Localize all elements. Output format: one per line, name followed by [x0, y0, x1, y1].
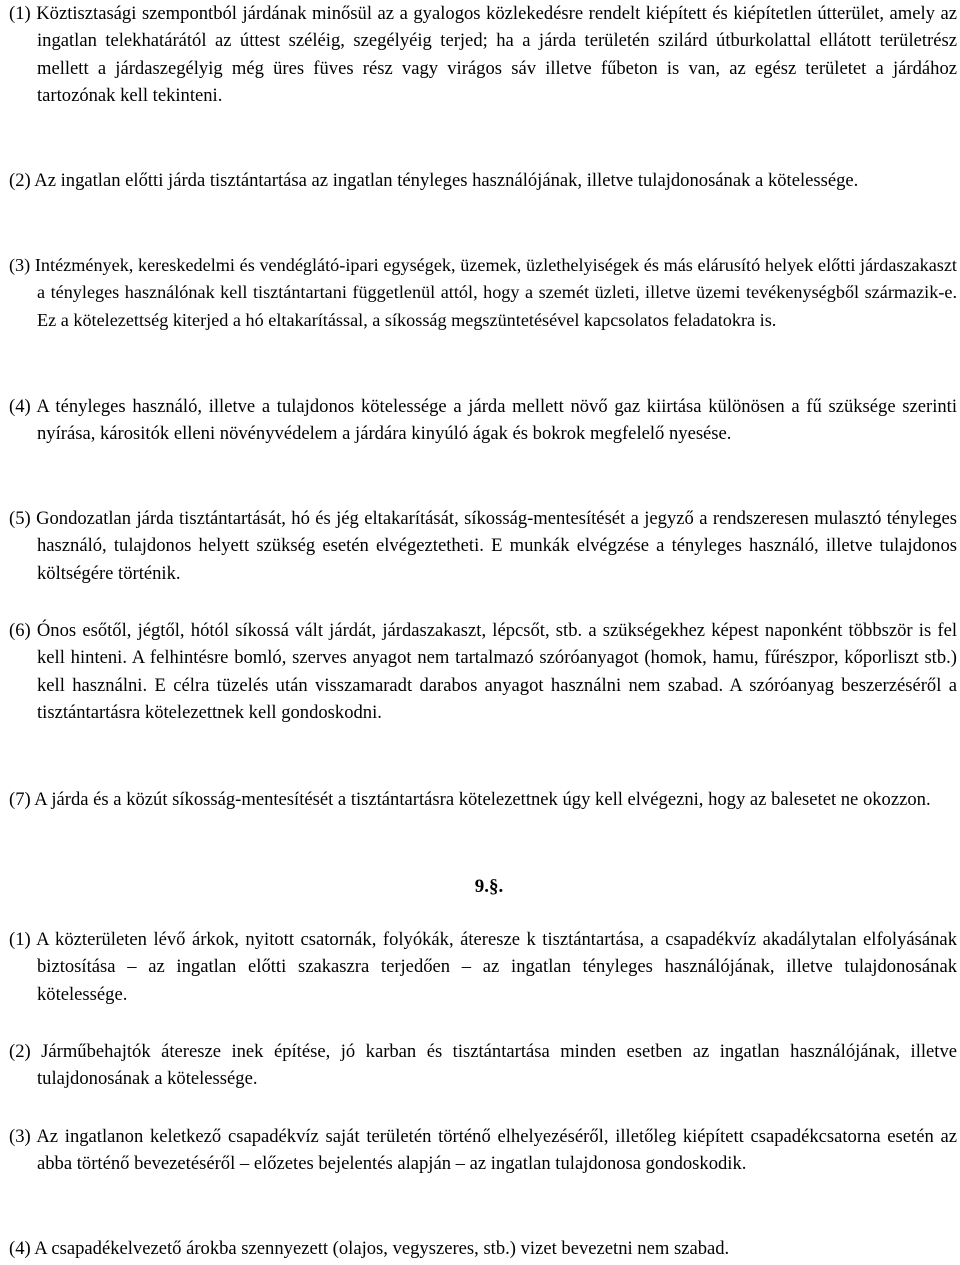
paragraph-8-7: (7) A járda és a közút síkosság-mentesítését a tisztántartásra kötelezettnek úgy kell elvégezni, hogy az balesetet ne okozzon. [9, 789, 931, 810]
paragraph-9-2: (2) Járműbehajtók áteresze inek építése, jó karban és tisztántartása minden esetben az ingatlan használójának, illetve tulajdonosának a kötelessége. [9, 1041, 957, 1090]
paragraph-8-5: (5) Gondozatlan járda tisztántartását, hó és jég eltakarítását, síkosság-mentesítését a jegyző a rendszeresen mulasztó tényleges használó, tulajdonos helyett szükség esetén elvégeztetheti. E munkák elvégzése a tényleges használó, illetve tulajdonos költségére történik. [9, 508, 957, 584]
paragraph-9-4: (4) A csapadékelvezető árokba szennyezett (olajos, vegyszeres, stb.) vizet bevezetni nem szabad. [9, 1238, 730, 1259]
paragraph-9-3: (3) Az ingatlanon keletkező csapadékvíz saját területén történő elhelyezéséről, illetőleg kiépített csapadékcsatorna esetén az abba történő bevezetéséről – előzetes bejelentés alapján – az ingatlan tulajdonosa gondoskodik. [9, 1126, 957, 1175]
paragraph-8-1: (1) Köztisztasági szempontból járdának minősül az a gyalogos közlekedésre rendelt kiépített és kiépítetlen útterület, amely az ingatlan telekhatárától az úttest széléig, szegélyéig terjed; ha a járda területén szilárd útburkolattal ellátott területrész mellett a járdaszegélyig még üres füves rész vagy virágos sáv illetve fűbeton is van, az egész területet a járdához tartozónak kell tekinteni. [9, 3, 957, 107]
paragraph-8-4: (4) A tényleges használó, illetve a tulajdonos kötelessége a járda mellett növő gaz kiirtása különösen a fű szüksége szerinti nyírása, kárositók elleni növényvédelem a járdára kinyúló ágak és bokrok megfelelő nyesése. [9, 396, 957, 445]
section-heading-9: 9.§. [474, 876, 504, 897]
paragraph-8-6: (6) Ónos esőtől, jégtől, hótól síkossá vált járdát, járdaszakaszt, lépcsőt, stb. a szükségekhez képest naponként többször is fel kell hinteni. A felhintésre bomló, szerves anyagot nem tartalmazó szóróanyagot (homok, hamu, fűrészpor, kőporliszt stb.) kell használni. E célra tüzelés után visszamaradt darabos anyagot használni nem szabad. A szóróanyag beszerzéséről a tisztántartásra kötelezettnek kell gondoskodni. [9, 620, 957, 724]
paragraph-8-3: (3) Intézmények, kereskedelmi és vendéglátó-ipari egységek, üzemek, üzlethelyiségek és más elárusító helyek előtti járdaszakaszt a tényleges használónak kell tisztántartani függetlenül attól, hogy a szemét üzleti, illetve üzemi tevékenységből származik-e. Ez a kötelezettség kiterjed a hó eltakarítással, a síkosság megszüntetésével kapcsolatos feladatokra is. [9, 255, 957, 330]
paragraph-9-1: (1) A közterületen lévő árkok, nyitott csatornák, folyókák, áteresze k tisztántartása, a csapadékvíz akadálytalan elfolyásának biztosítása – az ingatlan előtti szakaszra terjedően – az ingatlan tényleges használójának, illetve tulajdonosának kötelessége. [9, 929, 957, 1005]
paragraph-8-2: (2) Az ingatlan előtti járda tisztántartása az ingatlan tényleges használójának, illetve tulajdonosának a kötelessége. [9, 170, 859, 191]
